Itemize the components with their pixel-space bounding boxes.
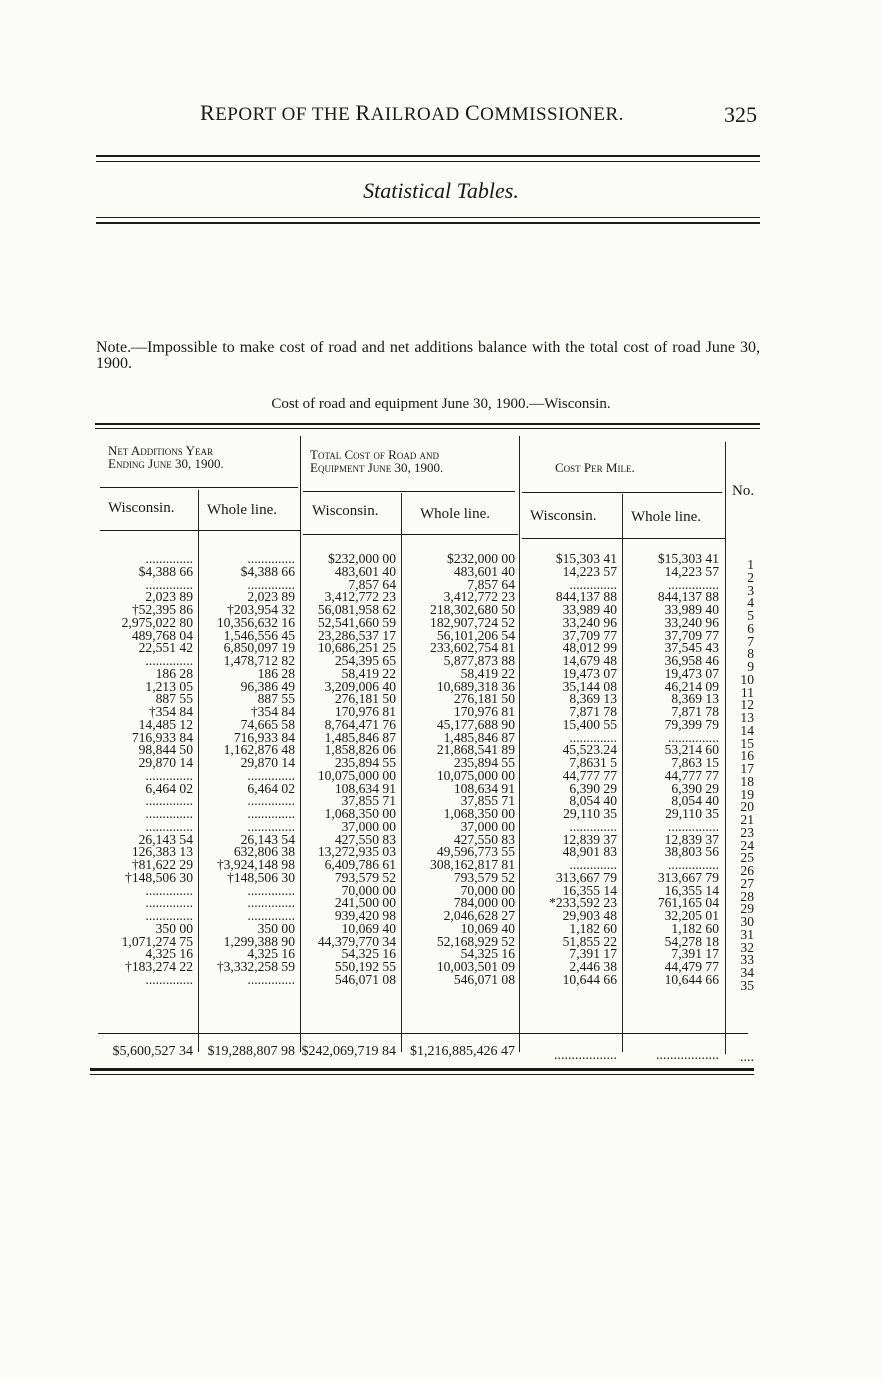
tc-wisconsin-cell: 52,541,660 59	[317, 614, 396, 630]
header-initial: R	[200, 100, 216, 125]
na-whole-line-cell: 1,162,876 48	[223, 742, 295, 758]
na-whole-line-cell: 350 00	[257, 920, 295, 936]
cpm-wisconsin-cell: 51,855 22	[562, 933, 617, 949]
cpm-wisconsin-cell: ..............	[569, 729, 617, 745]
na-whole-line-cell: ..............	[247, 793, 295, 809]
tc-whole-line-cell: 10,689,318 36	[436, 678, 515, 694]
tc-whole-line-cell: 784,000 00	[453, 895, 515, 911]
row-number: 29	[740, 901, 754, 917]
tc-whole-line-cell: 1,485,846 87	[443, 729, 515, 745]
tc-whole-line-cell: 233,602,754 81	[430, 640, 515, 656]
na-wisconsin-cell: ..............	[145, 971, 193, 987]
row-number: 19	[740, 786, 754, 802]
cpm-whole-line-cell: 53,214 60	[664, 742, 719, 758]
tc-wisconsin-cell: 546,071 08	[334, 971, 396, 987]
row-number: 24	[740, 837, 754, 853]
total-na-wisconsin: $5,600,527 34	[112, 1044, 193, 1059]
tc-wisconsin-cell: 108,634 91	[334, 780, 396, 796]
na-wisconsin-cell: 4,325 16	[145, 946, 193, 962]
cpm-wisconsin-cell: 14,679 48	[562, 653, 617, 668]
tc-whole-line-cell: 483,601 40	[453, 563, 515, 579]
tc-whole-line-cell: 54,325 16	[460, 946, 515, 962]
total-cost-header-line2: Equipment June 30, 1900.	[310, 460, 444, 475]
tc-whole-line-cell: 45,177,688 90	[436, 716, 515, 732]
total-cost-header-line1: Total Cost of Road and	[310, 447, 440, 462]
row-number: 14	[740, 722, 754, 738]
tc-whole-line-cell: 56,101,206 54	[436, 627, 515, 643]
na-wisconsin-cell: 22,551 42	[138, 640, 193, 656]
cpm-whole-line-cell: 10,644 66	[664, 971, 719, 987]
na-wisconsin-cell: †81,622 29	[131, 857, 193, 872]
row-number: 30	[740, 914, 754, 929]
cpm-whole-line-cell: 46,214 09	[664, 678, 719, 694]
cpm-wisconsin-cell: 19,473 07	[562, 665, 617, 681]
cpm-whole-line-cell: 37,709 77	[664, 627, 719, 643]
row-number: 7	[747, 633, 754, 649]
column-divider	[300, 436, 301, 1052]
tc-wisconsin-header: Wisconsin.	[312, 503, 379, 519]
total-na-whole-line: $19,288,807 98	[207, 1044, 295, 1059]
row-number: 10	[740, 671, 754, 687]
na-whole-line-cell: †148,506 30	[227, 869, 295, 885]
row-number: 35	[740, 977, 754, 993]
tc-wisconsin-cell: 10,069 40	[341, 920, 396, 936]
na-wisconsin-cell: 29,870 14	[138, 755, 193, 770]
row-number: 31	[740, 926, 754, 942]
table-bottom-rule	[90, 1068, 754, 1071]
tc-wisconsin-cell: 3,209,006 40	[324, 678, 396, 694]
cpm-wisconsin-cell: ..............	[569, 857, 617, 872]
cpm-wisconsin-cell: 1,182 60	[569, 920, 617, 936]
cpm-whole-line-cell: 6,390 29	[671, 780, 719, 796]
tc-wisconsin-cell: 170,976 81	[334, 704, 396, 719]
tc-wisconsin-cell: 1,485,846 87	[324, 729, 396, 745]
title-rule-thin	[96, 217, 760, 218]
tc-whole-line-cell: 58,419 22	[460, 665, 515, 681]
tc-whole-line-header: Whole line.	[420, 506, 490, 522]
table-top-rule-thin	[95, 428, 760, 429]
tc-whole-line-cell: 10,003,501 09	[436, 959, 515, 974]
cpm-wisconsin-cell: 844,137 88	[555, 589, 617, 605]
cpm-whole-line-cell: 7,391 17	[671, 946, 719, 962]
title-rule	[96, 222, 760, 224]
header-bottom-rule	[522, 538, 725, 539]
row-number: 13	[740, 710, 754, 725]
na-wisconsin-cell: $4,388 66	[138, 563, 193, 579]
cpm-whole-line-cell: ...............	[668, 857, 719, 872]
cpm-wisconsin-cell: 37,709 77	[562, 627, 617, 643]
na-whole-line-cell: 716,933 84	[233, 729, 295, 745]
tc-whole-line-cell: 37,855 71	[460, 793, 515, 809]
na-wisconsin-cell: 489,768 04	[131, 627, 193, 643]
row-number: 27	[740, 875, 754, 891]
tc-whole-line-cell: 2,046,628 27	[443, 908, 515, 923]
na-whole-line-cell: ..............	[247, 895, 295, 911]
tc-wisconsin-cell: 235,894 55	[334, 755, 396, 770]
column-divider	[401, 493, 402, 1052]
cpm-wisconsin-cell: 8,054 40	[569, 793, 617, 809]
row-number: 3	[747, 582, 754, 598]
na-wisconsin-cell: 2,975,022 80	[121, 614, 193, 630]
cost-per-mile-header: Cost Per Mile.	[555, 460, 635, 475]
row-number: 28	[740, 888, 754, 904]
tc-whole-line-cell: 70,000 00	[460, 882, 515, 898]
cpm-whole-line-cell: 44,479 77	[664, 959, 719, 974]
tc-wisconsin-cell: 550,192 55	[334, 959, 396, 974]
na-wisconsin-cell: †354 84	[148, 704, 193, 719]
na-whole-line-cell: 74,665 58	[240, 716, 295, 732]
cpm-wisconsin-cell: 44,777 77	[562, 767, 617, 783]
cpm-whole-line-header: Whole line.	[631, 509, 701, 525]
cpm-wisconsin-cell: 16,355 14	[562, 882, 617, 898]
column-divider	[622, 494, 623, 1052]
header-bottom-rule	[100, 530, 300, 531]
section-title: Statistical Tables.	[363, 178, 519, 203]
tc-wisconsin-cell: 56,081,958 62	[317, 602, 396, 617]
na-wisconsin-cell: 186 28	[155, 665, 193, 681]
cpm-wisconsin-header: Wisconsin.	[530, 508, 597, 524]
cpm-wisconsin-cell: $15,303 41	[555, 551, 617, 566]
tc-whole-line-cell: 1,068,350 00	[443, 806, 515, 821]
totals-rule	[98, 1033, 748, 1034]
cpm-whole-line-cell: 761,165 04	[657, 895, 719, 911]
net-additions-header-line1: Net Additions Year	[108, 443, 213, 458]
tc-wisconsin-cell: 7,857 64	[348, 576, 396, 592]
tc-wisconsin-cell: 37,855 71	[341, 793, 396, 809]
tc-wisconsin-cell: 23,286,537 17	[317, 627, 396, 643]
na-wisconsin-cell: 2,023 89	[145, 589, 193, 605]
net-additions-header-line2: Ending June 30, 1900.	[108, 456, 224, 471]
cpm-whole-line-cell: 36,958 46	[664, 653, 719, 668]
na-whole-line-cell: 26,143 54	[240, 831, 295, 847]
tc-whole-line-cell: 5,877,873 88	[443, 653, 515, 668]
cpm-whole-line-cell: 313,667 79	[657, 869, 719, 885]
net-additions-header	[108, 444, 224, 470]
cpm-wisconsin-cell: 2,446 38	[569, 959, 617, 974]
page-number: 325	[724, 102, 757, 127]
cpm-wisconsin-cell: 35,144 08	[562, 678, 617, 694]
cpm-wisconsin-cell: 48,012 99	[562, 640, 617, 656]
tc-whole-line-cell: 108,634 91	[453, 780, 515, 796]
top-rule	[96, 155, 760, 157]
na-wisconsin-cell: 98,844 50	[138, 742, 193, 758]
cpm-whole-line-cell: 33,240 96	[664, 614, 719, 630]
row-number: 20	[740, 799, 754, 815]
header-sep	[303, 491, 515, 492]
tc-wisconsin-cell: 276,181 50	[334, 691, 396, 707]
cpm-wisconsin-cell: 8,369 13	[569, 691, 617, 707]
total-cost-header	[310, 448, 443, 474]
cpm-whole-line-cell: 7,871 78	[671, 704, 719, 719]
note-text: Note.—Impossible to make cost of road and net additions balance with the total cost of road June 30, 1900.	[96, 339, 760, 372]
tc-wisconsin-cell: 13,272,935 03	[317, 844, 396, 860]
cpm-wisconsin-cell: 7,391 17	[569, 946, 617, 962]
na-wisconsin-cell: ..............	[145, 576, 193, 592]
na-wisconsin-cell: †183,274 22	[125, 959, 193, 974]
tc-whole-line-cell: 37,000 00	[460, 818, 515, 834]
tc-whole-line-cell: 276,181 50	[453, 691, 515, 707]
na-whole-line-cell: †203,954 32	[227, 602, 295, 617]
tc-wisconsin-cell: 793,579 52	[334, 869, 396, 885]
cpm-whole-line-cell: 8,369 13	[671, 691, 719, 707]
na-whole-line-cell: 1,546,556 45	[223, 627, 295, 643]
cpm-whole-line-cell: ...............	[668, 818, 719, 834]
cpm-wisconsin-cell: *233,592 23	[549, 895, 617, 911]
cpm-wisconsin-cell: 10,644 66	[562, 971, 617, 987]
header-initial: C	[464, 100, 481, 125]
total-no: ....	[740, 1050, 754, 1065]
na-wisconsin-cell: 1,213 05	[145, 678, 193, 694]
table-caption: Cost of road and equipment June 30, 1900.—Wisconsin.	[271, 396, 611, 412]
cpm-wisconsin-cell: 7,871 78	[569, 704, 617, 719]
na-whole-line-cell: 632,806 38	[233, 844, 295, 860]
row-number: 2	[747, 569, 754, 585]
na-whole-line-cell: 186 28	[257, 665, 295, 681]
header-bottom-rule	[303, 534, 518, 535]
running-header	[200, 100, 624, 126]
cpm-wisconsin-cell: 33,989 40	[562, 602, 617, 617]
row-number: 9	[747, 659, 754, 674]
top-rule-thin	[96, 161, 760, 162]
row-number: 26	[740, 863, 754, 878]
tc-whole-line-cell: 546,071 08	[453, 971, 515, 987]
row-number: 12	[740, 697, 754, 713]
cpm-whole-line-cell: 19,473 07	[664, 665, 719, 681]
na-whole-line-cell: ..............	[247, 576, 295, 592]
na-whole-line-cell: 6,464 02	[247, 780, 295, 796]
cpm-whole-line-cell: 844,137 88	[657, 589, 719, 605]
cpm-whole-line-cell: ...............	[668, 729, 719, 745]
tc-wisconsin-cell: 427,550 83	[334, 831, 396, 847]
tc-whole-line-cell: 308,162,817 81	[430, 857, 515, 872]
na-whole-line-cell: 96,386 49	[240, 678, 295, 694]
cpm-wisconsin-cell: 12,839 37	[562, 831, 617, 847]
tc-wisconsin-cell: 1,068,350 00	[324, 806, 396, 821]
cpm-wisconsin-cell: 313,667 79	[555, 869, 617, 885]
tc-wisconsin-cell: 241,500 00	[334, 895, 396, 911]
no-header: No.	[732, 483, 755, 499]
row-number: 15	[740, 735, 754, 751]
cpm-wisconsin-cell: 29,903 48	[562, 908, 617, 923]
row-number: 5	[747, 608, 754, 623]
table-top-rule	[95, 423, 760, 425]
na-whole-line-cell: 1,299,388 90	[223, 933, 295, 949]
tc-wisconsin-cell: 939,420 98	[334, 908, 396, 923]
tc-whole-line-cell: 3,412,772 23	[443, 589, 515, 605]
cpm-whole-line-cell: 14,223 57	[664, 563, 719, 579]
na-wisconsin-cell: ..............	[145, 551, 193, 566]
header-sep	[522, 492, 722, 493]
cpm-wisconsin-cell: 33,240 96	[562, 614, 617, 630]
na-whole-line-header: Whole line.	[207, 502, 277, 518]
tc-wisconsin-cell: 70,000 00	[341, 882, 396, 898]
cpm-wisconsin-cell: ..............	[569, 576, 617, 592]
row-number: 11	[740, 684, 754, 700]
total-tc-whole-line: $1,216,885,426 47	[410, 1044, 515, 1059]
tc-whole-line-cell: 10,075,000 00	[436, 767, 515, 783]
na-wisconsin-cell: ..............	[145, 806, 193, 821]
header-initial: R	[355, 100, 371, 125]
cpm-wisconsin-cell: 6,390 29	[569, 780, 617, 796]
header-word: AILROAD	[370, 104, 465, 125]
tc-whole-line-cell: 427,550 83	[453, 831, 515, 847]
row-number: 25	[740, 850, 754, 866]
row-number: 1	[747, 557, 754, 572]
tc-wisconsin-cell: 1,858,826 06	[324, 742, 396, 758]
column-divider	[198, 490, 199, 1052]
cpm-whole-line-cell: 7,863 15	[671, 755, 719, 770]
row-number: 8	[747, 646, 754, 662]
na-whole-line-cell: 1,478,712 82	[223, 653, 295, 668]
header-word: OMMISSIONER.	[480, 104, 624, 125]
na-wisconsin-cell: ..............	[145, 653, 193, 668]
cpm-whole-line-cell: 44,777 77	[664, 767, 719, 783]
cpm-wisconsin-cell: ..............	[569, 818, 617, 834]
row-number: 18	[740, 773, 754, 789]
row-number: 6	[747, 620, 754, 636]
na-wisconsin-cell: †148,506 30	[125, 869, 193, 885]
tc-wisconsin-cell: 483,601 40	[334, 563, 396, 579]
row-number: 17	[740, 761, 754, 776]
tc-wisconsin-cell: 10,075,000 00	[317, 767, 396, 783]
cpm-whole-line-cell: 8,054 40	[671, 793, 719, 809]
na-whole-line-cell: †354 84	[250, 704, 295, 719]
row-number: 33	[740, 952, 754, 968]
na-wisconsin-cell: 887 55	[155, 691, 193, 707]
tc-whole-line-cell: 182,907,724 52	[430, 614, 515, 630]
na-whole-line-cell: 2,023 89	[247, 589, 295, 605]
cpm-wisconsin-cell: 48,901 83	[562, 844, 617, 860]
na-whole-line-cell: ..............	[247, 882, 295, 898]
row-number: 4	[747, 595, 754, 611]
tc-wisconsin-cell: 10,686,251 25	[317, 640, 396, 656]
tc-whole-line-cell: 49,596,773 55	[436, 844, 515, 860]
total-cpm-whole-line: ..................	[656, 1048, 719, 1063]
cpm-whole-line-cell: 38,803 56	[664, 844, 719, 860]
na-wisconsin-cell: †52,395 86	[131, 602, 193, 617]
cpm-wisconsin-cell: 7,8631 5	[569, 755, 617, 770]
na-wisconsin-cell: ..............	[145, 767, 193, 783]
na-whole-line-cell: †3,332,258 59	[216, 959, 295, 974]
tc-wisconsin-cell: 8,764,471 76	[324, 716, 396, 732]
column-divider	[519, 436, 520, 1052]
na-wisconsin-cell: 716,933 84	[131, 729, 193, 745]
na-wisconsin-cell: ..............	[145, 818, 193, 834]
header-sep	[100, 487, 298, 488]
na-whole-line-cell: ..............	[247, 908, 295, 923]
tc-wisconsin-cell: 3,412,772 23	[324, 589, 396, 605]
cpm-whole-line-cell: $15,303 41	[657, 551, 719, 566]
na-whole-line-cell: $4,388 66	[240, 563, 295, 579]
cpm-whole-line-cell: 54,278 18	[664, 933, 719, 949]
tc-whole-line-cell: 170,976 81	[453, 704, 515, 719]
total-tc-wisconsin: $242,069,719 84	[301, 1044, 396, 1059]
cpm-whole-line-cell: 32,205 01	[664, 908, 719, 923]
cpm-wisconsin-cell: 14,223 57	[562, 563, 617, 579]
na-wisconsin-cell: ..............	[145, 882, 193, 898]
header-word: EPORT OF THE	[215, 104, 356, 125]
tc-whole-line-cell: 7,857 64	[467, 576, 515, 592]
cpm-whole-line-cell: 79,399 79	[664, 716, 719, 732]
cpm-whole-line-cell: 1,182 60	[671, 920, 719, 936]
na-wisconsin-cell: 1,071,274 75	[121, 933, 193, 949]
row-number: 21	[740, 812, 754, 827]
tc-whole-line-cell: 52,168,929 52	[436, 933, 515, 949]
na-wisconsin-cell: 350 00	[155, 920, 193, 936]
cpm-wisconsin-cell: 29,110 35	[563, 806, 617, 821]
row-number: 16	[740, 748, 754, 764]
row-number: 23	[740, 824, 754, 840]
cpm-wisconsin-cell: 45,523.24	[562, 742, 617, 758]
column-divider	[725, 442, 726, 1054]
na-wisconsin-cell: ..............	[145, 908, 193, 923]
row-number: 32	[740, 939, 754, 955]
cpm-whole-line-cell: ...............	[668, 576, 719, 592]
cpm-wisconsin-cell: 15,400 55	[562, 716, 617, 732]
na-wisconsin-cell: 6,464 02	[145, 780, 193, 796]
tc-whole-line-cell: 235,894 55	[453, 755, 515, 770]
na-whole-line-cell: ..............	[247, 818, 295, 834]
na-whole-line-cell: ..............	[247, 806, 295, 821]
tc-whole-line-cell: 218,302,680 50	[430, 602, 515, 617]
na-whole-line-cell: 4,325 16	[247, 946, 295, 962]
tc-wisconsin-cell: 54,325 16	[341, 946, 396, 962]
tc-wisconsin-cell: $232,000 00	[328, 551, 396, 566]
na-whole-line-cell: 29,870 14	[240, 755, 295, 770]
cpm-whole-line-cell: 12,839 37	[664, 831, 719, 847]
na-whole-line-cell: ..............	[247, 971, 295, 987]
na-wisconsin-cell: 14,485 12	[138, 716, 193, 732]
na-wisconsin-cell: 126,383 13	[131, 844, 193, 860]
cpm-whole-line-cell: 16,355 14	[664, 882, 719, 898]
cpm-whole-line-cell: 29,110 35	[665, 806, 719, 821]
tc-wisconsin-cell: 6,409,786 61	[324, 857, 396, 872]
tc-wisconsin-cell: 254,395 65	[334, 653, 396, 668]
na-whole-line-cell: †3,924,148 98	[216, 857, 295, 872]
cpm-whole-line-cell: 37,545 43	[664, 640, 719, 656]
na-whole-line-cell: ..............	[247, 767, 295, 783]
tc-wisconsin-cell: 44,379,770 34	[317, 933, 396, 949]
na-whole-line-cell: 6,850,097 19	[223, 640, 295, 656]
table-bottom-rule-thin	[90, 1074, 754, 1075]
na-wisconsin-cell: ..............	[145, 895, 193, 911]
na-wisconsin-cell: ..............	[145, 793, 193, 809]
na-whole-line-cell: 10,356,632 16	[216, 614, 295, 630]
tc-wisconsin-cell: 58,419 22	[341, 665, 396, 681]
row-number: 34	[740, 965, 754, 980]
total-cpm-wisconsin: ..................	[554, 1048, 617, 1063]
na-whole-line-cell: ..............	[247, 551, 295, 566]
tc-whole-line-cell: 10,069 40	[460, 920, 515, 936]
na-whole-line-cell: 887 55	[257, 691, 295, 707]
na-wisconsin-cell: 26,143 54	[138, 831, 193, 847]
tc-whole-line-cell: 21,868,541 89	[436, 742, 515, 758]
tc-whole-line-cell: $232,000 00	[447, 551, 515, 566]
tc-whole-line-cell: 793,579 52	[453, 869, 515, 885]
tc-wisconsin-cell: 37,000 00	[341, 818, 396, 834]
cpm-whole-line-cell: 33,989 40	[664, 602, 719, 617]
na-wisconsin-header: Wisconsin.	[108, 500, 175, 516]
